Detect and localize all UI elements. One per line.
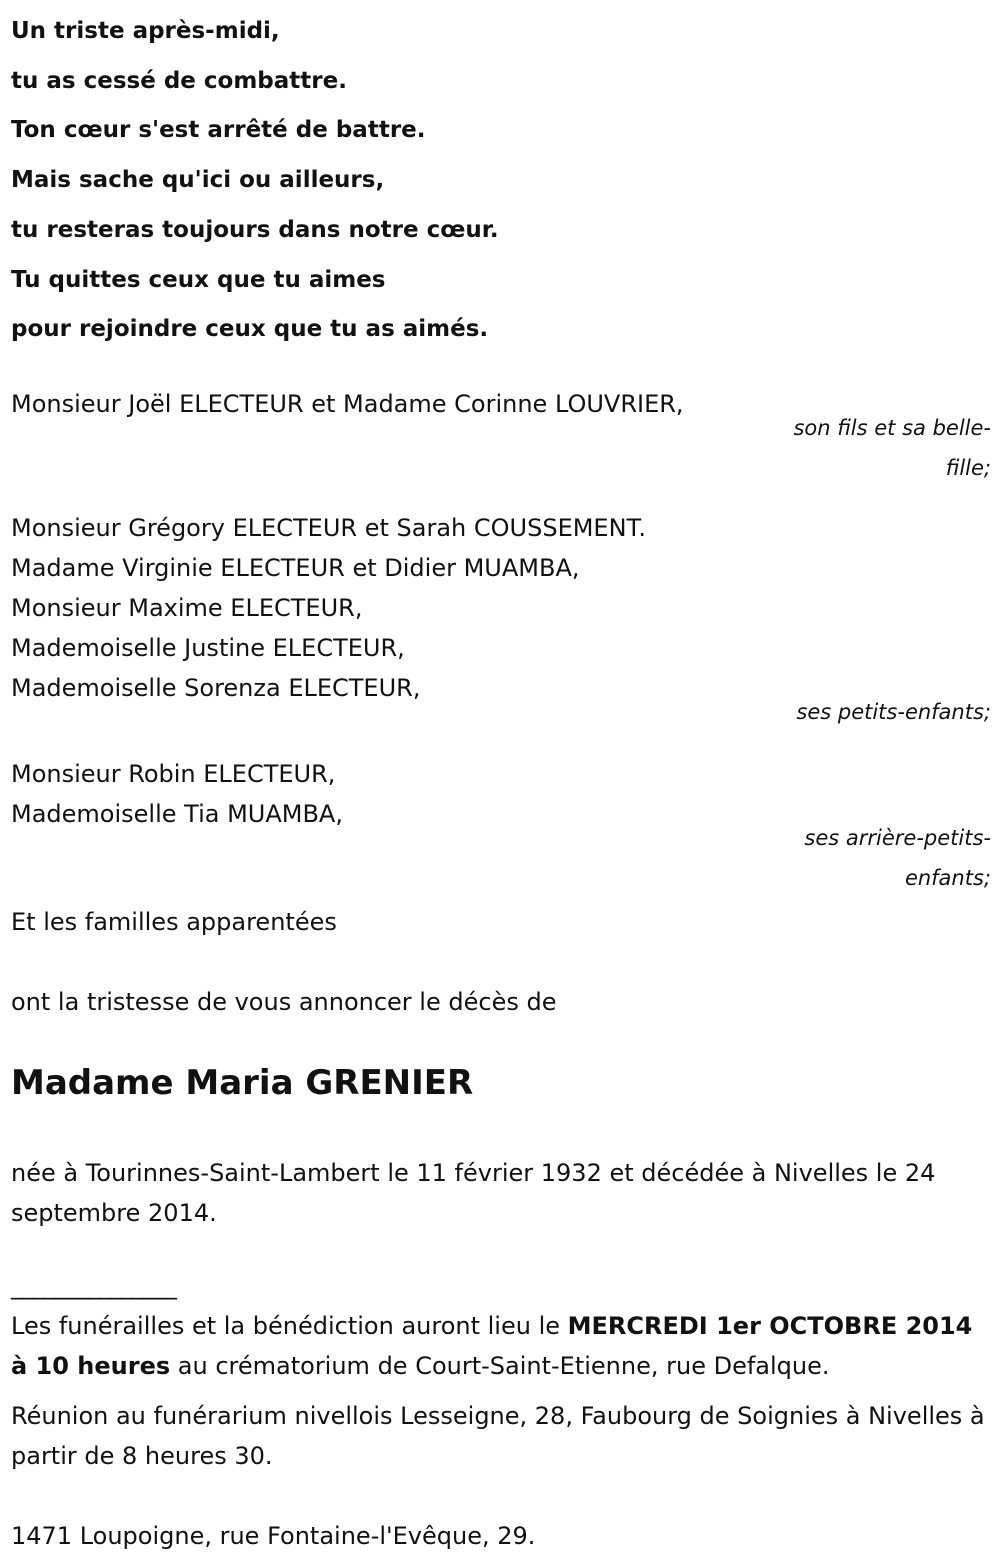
funeral-date: MERCREDI 1er OCTOBRE 2014 à 10 heures [11,1311,973,1380]
poem-line: Tu quittes ceux que tu aimes [11,266,386,293]
family-member: Monsieur Joël ELECTEUR et Madame Corinne LOUVRIER, [11,389,684,418]
meeting-info: Réunion au funérarium nivellois Lesseigne, 28, Faubourg de Soignies à Nivelles à partir de 8 heures 30. [11,1401,985,1470]
family-list [11,384,991,942]
poem-line: Mais sache qu'ici ou ailleurs, [11,167,385,194]
family-member: Mademoiselle Sorenza ELECTEUR, [11,673,421,702]
funeral-info [11,1306,991,1386]
deceased-name: Madame Maria GRENIER [11,1062,474,1103]
family-member: Mademoiselle Tia MUAMBA, [11,799,343,828]
family-address: 1471 Loupoigne, rue Fontaine-l'Evêque, 29. [11,1521,536,1550]
birth-death-text: née à Tourinnes-Saint-Lambert le 11 février 1932 et décédée à Nivelles le 24 septembre 2014. [11,1158,936,1227]
family-member: Madame Virginie ELECTEUR et Didier MUAMBA, [11,553,580,582]
family-member: Monsieur Grégory ELECTEUR et Sarah COUSSEMENT. [11,513,646,542]
relation-grandchildren: ses petits-enfants; [796,699,991,724]
family-member: Mademoiselle Justine ELECTEUR, [11,633,405,662]
related-families: Et les familles apparentées [11,907,337,936]
poem-line: pour rejoindre ceux que tu as aimés. [11,316,489,343]
poem-line: tu resteras toujours dans notre cœur. [11,216,499,243]
funeral-intro: Les funérailles et la bénédiction auront lieu le [11,1311,568,1340]
relation-children: son fils et sa belle-fille; [793,415,991,480]
separator-line: _______________ [11,1271,176,1300]
obituary-page [11,0,991,1556]
poem-line: tu as cessé de combattre. [11,67,347,94]
poem [11,7,991,355]
funeral-place: au crématorium de Court-Saint-Etienne, rue Defalque. [170,1351,830,1380]
announcement-text: ont la tristesse de vous annoncer le décès de [11,987,557,1016]
family-member: Monsieur Robin ELECTEUR, [11,759,336,788]
relation-great-grandchildren: ses arrière-petits-enfants; [804,825,991,890]
family-member: Monsieur Maxime ELECTEUR, [11,593,363,622]
poem-line: Ton cœur s'est arrêté de battre. [11,117,426,144]
poem-line: Un triste après-midi, [11,18,280,44]
